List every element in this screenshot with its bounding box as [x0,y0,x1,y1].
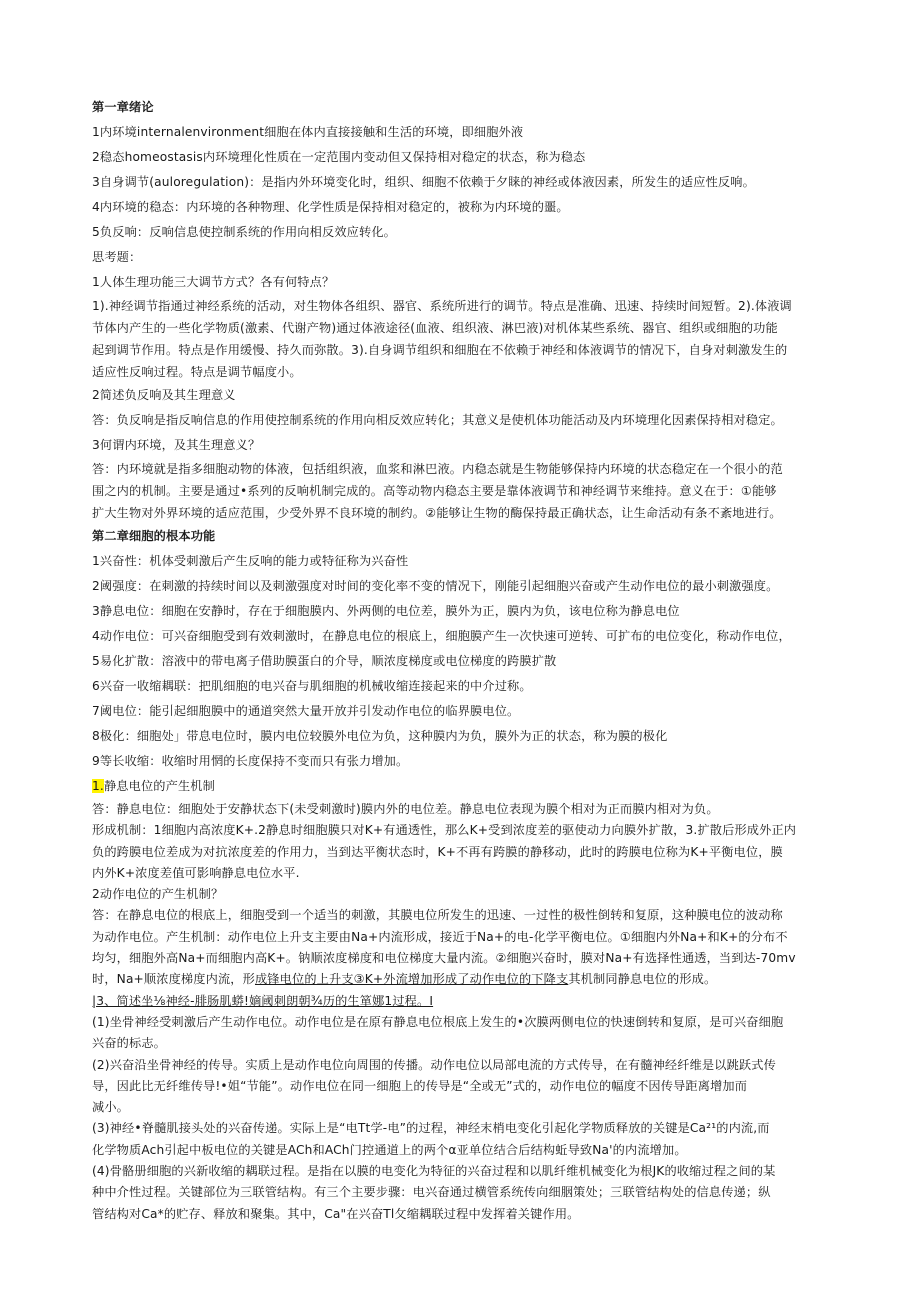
definition-homeostasis: 2稳态homeostasis内环境理化性质在一定范围内变动但又保持相对稳定的状态，称为稳态 [92,150,586,164]
answer-line: 扩大生物对外界环境的适应范围，少受外界不良环境的制约。②能够让生物的酶保持最正确状态，让生命活动有条不紊地进行。 [92,506,782,520]
answer-line: 兴奋的标志。 [92,1036,167,1051]
definition-threshold-intensity: 2阈强度：在刺激的持续时间以及刺激强度对时间的变化率不变的情况下，刚能引起细胞兴奋或产生动作电位的最小刺激强度。 [92,579,779,593]
answer-line: 均匀，细胞外高Na+而细胞内高K+。钠顺浓度梯度和电位梯度大量内流。②细胞兴奋时，膜对Na+有选择性通透，当到达-70mv [92,951,796,966]
answer-3 [92,458,830,524]
answer-line: 内外K+浓度差值可影响静息电位水平. [92,865,300,880]
answer-line [92,969,830,990]
answer-line: 种中介性过程。关键部位为三联管结构。有三个主要步骤：电兴奋通过横管系统传向细胭策处；三联管结构处的信息传递；纵 [92,1185,771,1200]
underlined-text: 成锋电位的上升支③K+外流增加形成了动作电位的下降支 [254,972,569,987]
question-action-potential: 2动作电位的产生机制？ [92,887,224,902]
question-text: 静息电位的产生机制 [103,779,215,793]
answer-line: 围之内的机制。主要是通过•系列的反响机制完成的。高等动物内稳态主要是靠体液调节和神经调节来维持。意义在于：①能够 [92,484,777,498]
definition-polarization: 8极化：细胞处」带息电位时，膜内电位较膜外电位为负，这种膜内为负，膜外为正的状态，称为膜的极化 [92,729,668,743]
answer-line: 答：静息电位：细胞处于安静状态下(未受刺激时)膜内外的电位差。静息电位表现为膜个相对为正而膜内相对为负。 [92,802,719,816]
question-3: 3何谓内环境，及其生理意义？ [92,438,261,452]
questions-label: 思考题： [92,250,142,264]
chapter-1-heading: 第一章绪论 [92,100,154,114]
answer-line: (2)兴奋沿坐骨神经的传导。实质上是动作电位向周围的传播。动作电位以局部电流的方式传导，在有髓神经纤维是以跳跃式传 [92,1057,776,1072]
highlight-mark: 1. [92,779,104,793]
answer-line: 形成机制：1细胞内高浓度K+.2静息时细胞膜只对K+有通透性，那么K+受到浓度差的驱使动力向膜外扩散，3.扩散后形成外正内 [92,823,797,838]
answer-line: 适应性反响过程。特点是调节幅度小。 [92,365,302,379]
definition-autoregulation: 3自身调节(auloregulation)：是指内外环境变化时，组织、细胞不依赖于夕睐的神经或体液因素，所发生的适应性反响。 [92,175,755,189]
answer-line: 节体内产生的一些化学物质(激素、代谢产物)通过体液途径(血液、组织液、淋巴液)对机体某些系统、器官、组织或细胞的功能 [92,321,778,335]
chapter-2-heading: 第二章细胞的根本功能 [92,529,216,543]
answer-line: 负的跨膜电位差成为对抗浓度差的作用力，当到达平衡状态时，K+不再有跨膜的静移动，此时的跨膜电位称为K+平衡电位，膜 [92,844,783,859]
answer-resting-potential [92,799,830,1225]
definition-resting-potential: 3静息电位：细胞在安静时，存在于细胞膜内、外两侧的电位差，膜外为正，膜内为负，该电位称为静息电位 [92,604,680,618]
document-page [92,95,830,1225]
question-resting-potential [92,774,830,799]
answer-line: 起到调节作用。特点是作用缓慢、持久而弥散。3).自身调节组织和细胞在不依赖于神经和体液调节的情况下，自身对刺激发生的 [92,343,788,357]
answer-line: (1)坐骨神经受刺激后产生动作电位。动作电位是在原有静息电位根底上发生的•次膜两侧电位的快速倒转和复原，是可兴奋细胞 [92,1014,784,1029]
answer-line: 答：在静息电位的根底上，细胞受到一个适当的刺激，其膜电位所发生的迅速、一过性的极性倒转和复原，这种膜电位的波动称 [92,908,783,923]
answer-text: 时，Na+顺浓度梯度内流，形 [92,972,255,987]
definition-excitability: 1兴奋性：机体受刺激后产生反响的能力或特征称为兴奋性 [92,554,409,568]
question-2: 2简述负反响及其生理意义 [92,388,236,402]
answer-line: 管结构对Ca*的贮存、释放和聚集。其中，Ca"在兴奋Tl攵缩耦联过程中发挥着关键作用。 [92,1206,580,1221]
answer-line: 1).神经调节指通过神经系统的活动，对生物体各组织、器官、系统所进行的调节。特点是准确、迅速、持续时间短暂。2).体液调 [92,299,792,313]
answer-text: 其机制同静息电位的形成。 [568,972,717,987]
answer-line: 化学物质Ach引起中板电位的关键是ACh和ACh门控通道上的两个α亚单位结合后结构蚯导致Na'的内流增加。 [92,1142,687,1157]
answer-line: (3)神经•脊髓肌接头处的兴奋传递。实际上是“电Tt学-电”的过程，神经末梢电变化引起化学物质释放的关键是Ca²¹的内流,而 [92,1121,770,1136]
definition-steady-state: 4内环境的稳态：内环境的各种物理、化学性质是保持相对稳定的，被称为内环境的噩。 [92,200,569,214]
definition-threshold-potential: 7阈电位：能引起细胞膜中的通道突然大量开放并引发动作电位的临界膜电位。 [92,704,520,718]
definition-isometric-contraction: 9等长收缩：收缩时用惘的长度保持不变而只有张力增加。 [92,754,409,768]
answer-line: 为动作电位。产生机制：动作电位上升支主要由Na+内流形成，接近于Na+的电-化学平衡电位。①细胞内外Na+和K+的分布不 [92,929,788,944]
answer-line: 答：内环境就是指多细胞动物的体液，包括组织液，血浆和淋巴液。内稳态就是生物能够保持内环境的状态稳定在一个很小的范 [92,462,783,476]
definition-facilitated-diffusion: 5易化扩散：溶液中的带电离子借助膜蛋白的介导，顺浓度梯度或电位梯度的跨膜扩散 [92,654,557,668]
definition-internal-environment: 1内环境internalenvironment细胞在体内直接接触和生活的环境，即细胞外液 [92,125,524,139]
answer-line: 导，因此比无纤维传导!•姐“节能”。动作电位在同一细胞上的传导是“全或无”式的，动作电位的幅度不因传导距离增加而 [92,1078,748,1093]
question-nerve-muscle: |3、简述坐⅛神经-腓肠肌蟒!嫡阈刺朗朝¾历的生箪娜1过程。I [92,993,434,1008]
definition-ec-coupling: 6兴奋一收缩耦联：把肌细胞的电兴奋与肌细胞的机械收缩连接起来的中介过称。 [92,679,532,693]
answer-2: 答：负反响是指反响信息的作用使控制系统的作用向相反效应转化；其意义是使机体功能活动及内环境理化因素保持相对稳定。 [92,413,783,427]
answer-line: (4)骨骼册细胞的兴新收缩的耦联过程。是指在以膜的电变化为特征的兴奋过程和以肌纤维机械变化为根JK的收缩过程之间的某 [92,1164,776,1179]
answer-1 [92,295,830,383]
answer-line: 减小。 [92,1100,130,1115]
question-1: 1人体生理功能三大调节方式？各有何特点？ [92,275,335,289]
definition-action-potential: 4动作电位：可兴奋细胞受到有效刺激时，在静息电位的根底上，细胞膜产生一次快速可逆转、可扩布的电位变化，称动作电位， [92,629,791,643]
definition-negative-feedback: 5负反响：反响信息使控制系统的作用向相反效应转化。 [92,225,397,239]
